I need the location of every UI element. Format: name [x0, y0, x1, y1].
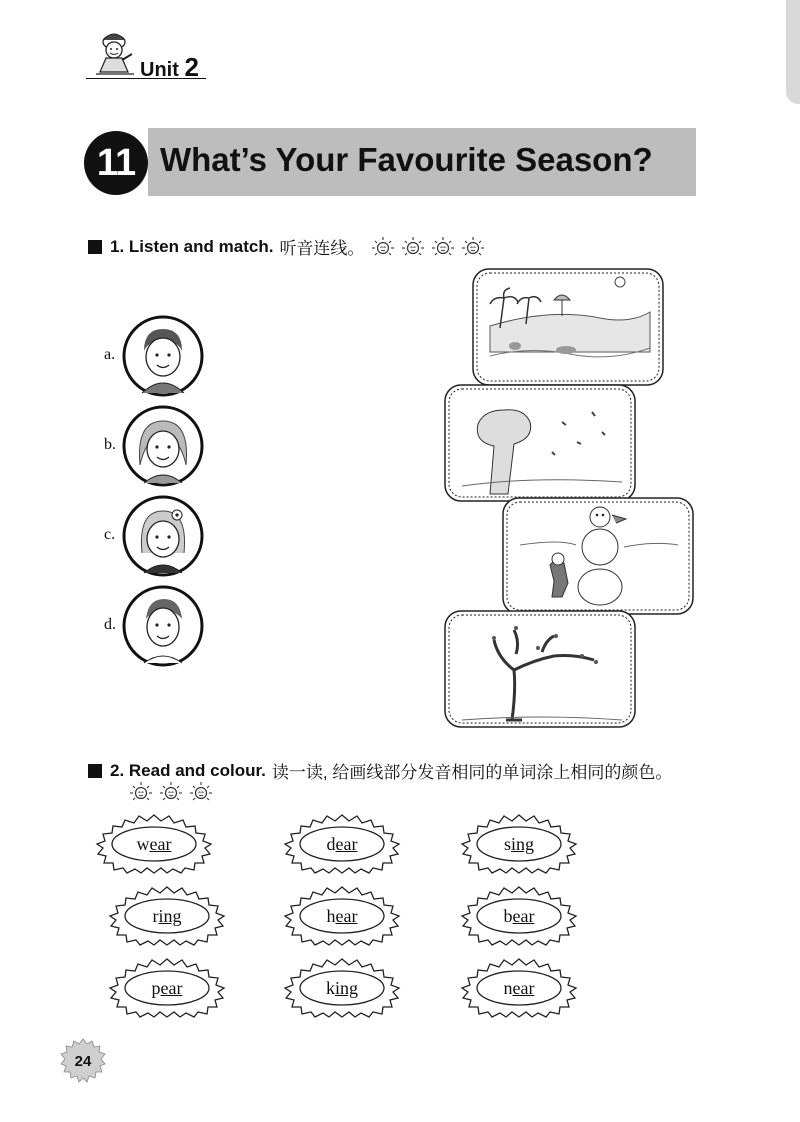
sun-icon: [188, 780, 214, 804]
sun-icon: [158, 780, 184, 804]
winter-snowman-scene[interactable]: [500, 495, 696, 617]
word-pear: pear: [151, 978, 183, 998]
autumn-tree-scene[interactable]: [442, 382, 638, 504]
unit-rule: [86, 78, 206, 79]
face-label-d: d.: [104, 616, 116, 633]
square-bullet-icon: [88, 764, 102, 778]
girl-face-icon[interactable]: [122, 405, 204, 487]
man-face-icon[interactable]: [122, 585, 204, 667]
sun-icon: [128, 780, 154, 804]
difficulty-rating: [370, 235, 486, 259]
boy-face-icon[interactable]: [122, 315, 204, 397]
word-wear: wear: [136, 834, 172, 854]
summer-beach-scene[interactable]: [470, 266, 666, 388]
spring-tree-scene[interactable]: [442, 608, 638, 730]
lesson-title: What’s Your Favourite Season?: [160, 141, 653, 178]
sun-icon: [460, 235, 486, 259]
word-bear: bear: [503, 906, 535, 926]
face-label-a: a.: [104, 346, 116, 363]
section2-heading: 2. Read and colour. 读一读, 给画线部分发音相同的单词涂上相同的颜色。: [88, 758, 672, 783]
square-bullet-icon: [88, 240, 102, 254]
lesson-number-badge: 11: [84, 131, 148, 195]
word-dear: dear: [326, 834, 358, 854]
sun-icon: [400, 235, 426, 259]
section1-heading: 1. Listen and match. 听音连线。: [88, 234, 486, 259]
word-king: king: [325, 978, 358, 998]
mascot-icon: [92, 28, 138, 78]
word-sing: sing: [503, 834, 535, 854]
page-curl: [786, 0, 800, 104]
unit-label: Unit 2: [140, 52, 199, 82]
difficulty-rating: [128, 780, 214, 804]
page-number: 24: [74, 1052, 92, 1070]
face-label-c: c.: [104, 526, 116, 543]
girl-with-flower-face-icon[interactable]: [122, 495, 204, 577]
word-ring: ring: [152, 906, 182, 926]
face-label-b: b.: [104, 436, 116, 453]
sun-icon: [430, 235, 456, 259]
word-hear: hear: [326, 906, 358, 926]
sun-icon: [370, 235, 396, 259]
word-near: near: [503, 978, 535, 998]
